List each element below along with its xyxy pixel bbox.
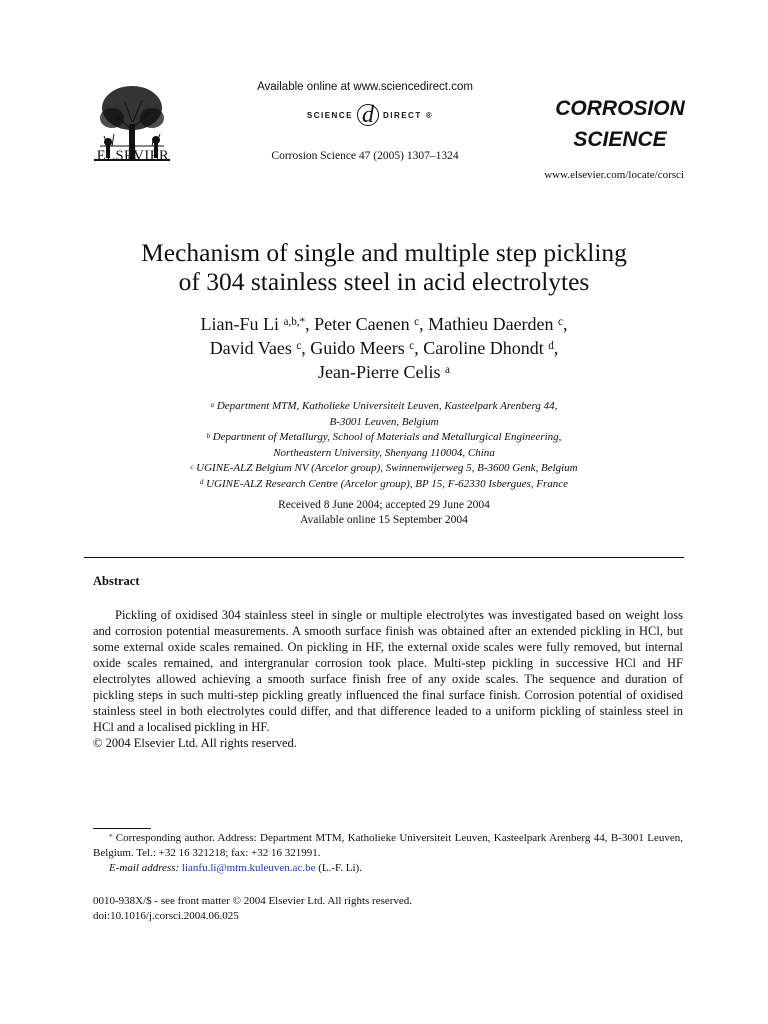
footnote-divider: [93, 828, 151, 829]
author-name: Peter Caenen: [314, 314, 410, 334]
available-online-line: Available online at www.sciencedirect.com: [257, 81, 473, 93]
author-list: Lian-Fu Li $^{a,b,*}$, Peter Caenen $^c$, Mathieu Daerden $^c$, David Vaes $^c$, Guido Meers $^c$, Caroline Dhondt $^d$, Jean-Pierre Celis $^a$: [200, 314, 568, 382]
issn-line: 0010-938X/$ - see front matter © 2004 Elsevier Ltd. All rights reserved.: [93, 895, 413, 907]
author-affiliation-marker[interactable]: c: [409, 339, 415, 352]
doi-line[interactable]: doi:10.1016/j.corsci.2004.06.025: [93, 910, 239, 922]
author-affiliation-marker[interactable]: d: [548, 339, 554, 352]
journal-url[interactable]: www.elsevier.com/locate/corsci: [544, 169, 684, 181]
title-line-1: Mechanism of single and multiple step pickling: [141, 238, 627, 267]
affiliation-item-continued: B-3001 Leuven, Belgium: [329, 415, 439, 428]
footnote-marker: *: [109, 833, 113, 841]
author-affiliation-marker[interactable]: c: [296, 339, 302, 352]
received-date: Received 8 June 2004; accepted 29 June 2004: [278, 499, 490, 511]
publisher-name: ELSEVIER: [96, 148, 170, 164]
affiliation-item: $^d$ UGINE-ALZ Research Centre (Arcelor group), BP 15, F-62330 Isbergues, France: [199, 477, 569, 490]
title-line-2: of 304 stainless steel in acid electrolytes: [178, 267, 590, 296]
author-affiliation-marker[interactable]: a,b,*: [283, 315, 306, 328]
author-affiliation-marker[interactable]: a: [445, 363, 450, 376]
journal-name-line2: SCIENCE: [573, 128, 667, 151]
divider: [84, 557, 684, 558]
affiliation-item-continued: Northeastern University, Shenyang 110004, China: [273, 446, 495, 459]
available-date: Available online 15 September 2004: [300, 514, 468, 526]
abstract-body: [93, 607, 683, 751]
journal-citation: Corrosion Science 47 (2005) 1307–1324: [271, 150, 459, 162]
sciencedirect-left-word: SCIENCE: [306, 110, 353, 120]
article-dates: [84, 498, 684, 528]
author-name: Lian-Fu Li: [200, 314, 279, 334]
journal-logo: [555, 93, 685, 155]
author-name: Caroline Dhondt: [423, 338, 544, 358]
journal-name-line1: CORROSION: [555, 97, 685, 120]
author-name: Jean-Pierre Celis: [318, 362, 441, 382]
registered-mark: ®: [425, 110, 434, 120]
author-name: David Vaes: [209, 338, 292, 358]
front-matter: [93, 894, 683, 924]
abstract-copyright: © 2004 Elsevier Ltd. All rights reserved.: [93, 736, 297, 750]
author-name: Mathieu Daerden: [428, 314, 554, 334]
sciencedirect-mark-icon: d: [357, 104, 379, 126]
corresponding-author-note: Corresponding author. Address: Department MTM, Katholieke Universiteit Leuven, Kasteelpark Arenberg 44, B-3001 Leuven, Belgium. Tel.: +32 16 321218; fax: +32 16 321991.: [93, 832, 684, 859]
sciencedirect-right-word: DIRECT: [382, 110, 422, 120]
email-suffix: (L.-F. Li).: [318, 862, 362, 874]
affiliation-item: $^b$ Department of Metallurgy, School of Materials and Metallurgical Engineering,: [206, 431, 562, 443]
article-title: [84, 238, 684, 296]
email-link[interactable]: lianfu.li@mtm.kuleuven.ac.be: [181, 862, 316, 874]
abstract-heading: Abstract: [93, 574, 140, 588]
footnote: [93, 831, 683, 876]
affiliation-list: [84, 399, 684, 492]
affiliation-item: $^c$ UGINE-ALZ Belgium NV (Arcelor group), Swinnenwijerweg 5, B-3600 Genk, Belgium: [190, 462, 578, 474]
author-name: Guido Meers: [310, 338, 405, 358]
sciencedirect-logo: [270, 104, 470, 126]
author-affiliation-marker[interactable]: c: [558, 315, 563, 328]
affiliation-item: $^a$ Department MTM, Katholieke Universiteit Leuven, Kasteelpark Arenberg 44,: [210, 400, 558, 412]
email-label: E-mail address:: [109, 862, 180, 874]
author-affiliation-marker[interactable]: c: [414, 315, 420, 328]
abstract-text: Pickling of oxidised 304 stainless steel in single or multiple electrolytes was investigated based on weight loss and corrosion potential measurements. A smooth surface finish was obtained after an extended pickling in HCl, but some external oxide scales remained. On pickling in HF, the external oxide scales were fully removed, but internal oxide scales remained, and intergranular corrosion took place. Multi-step pickling in successive HCl and HF electrolytes allowed achieving a smooth surface finish free of any oxide scales. The sequence and duration of pickling steps in such multi-step pickling greatly influenced the final surface finish. Corrosion potential of oxidised stainless steel in both electrolytes could differ, and that difference leaded to a uniform pickling of stainless steel in HCl and a localised pickling in HF.: [93, 608, 683, 734]
